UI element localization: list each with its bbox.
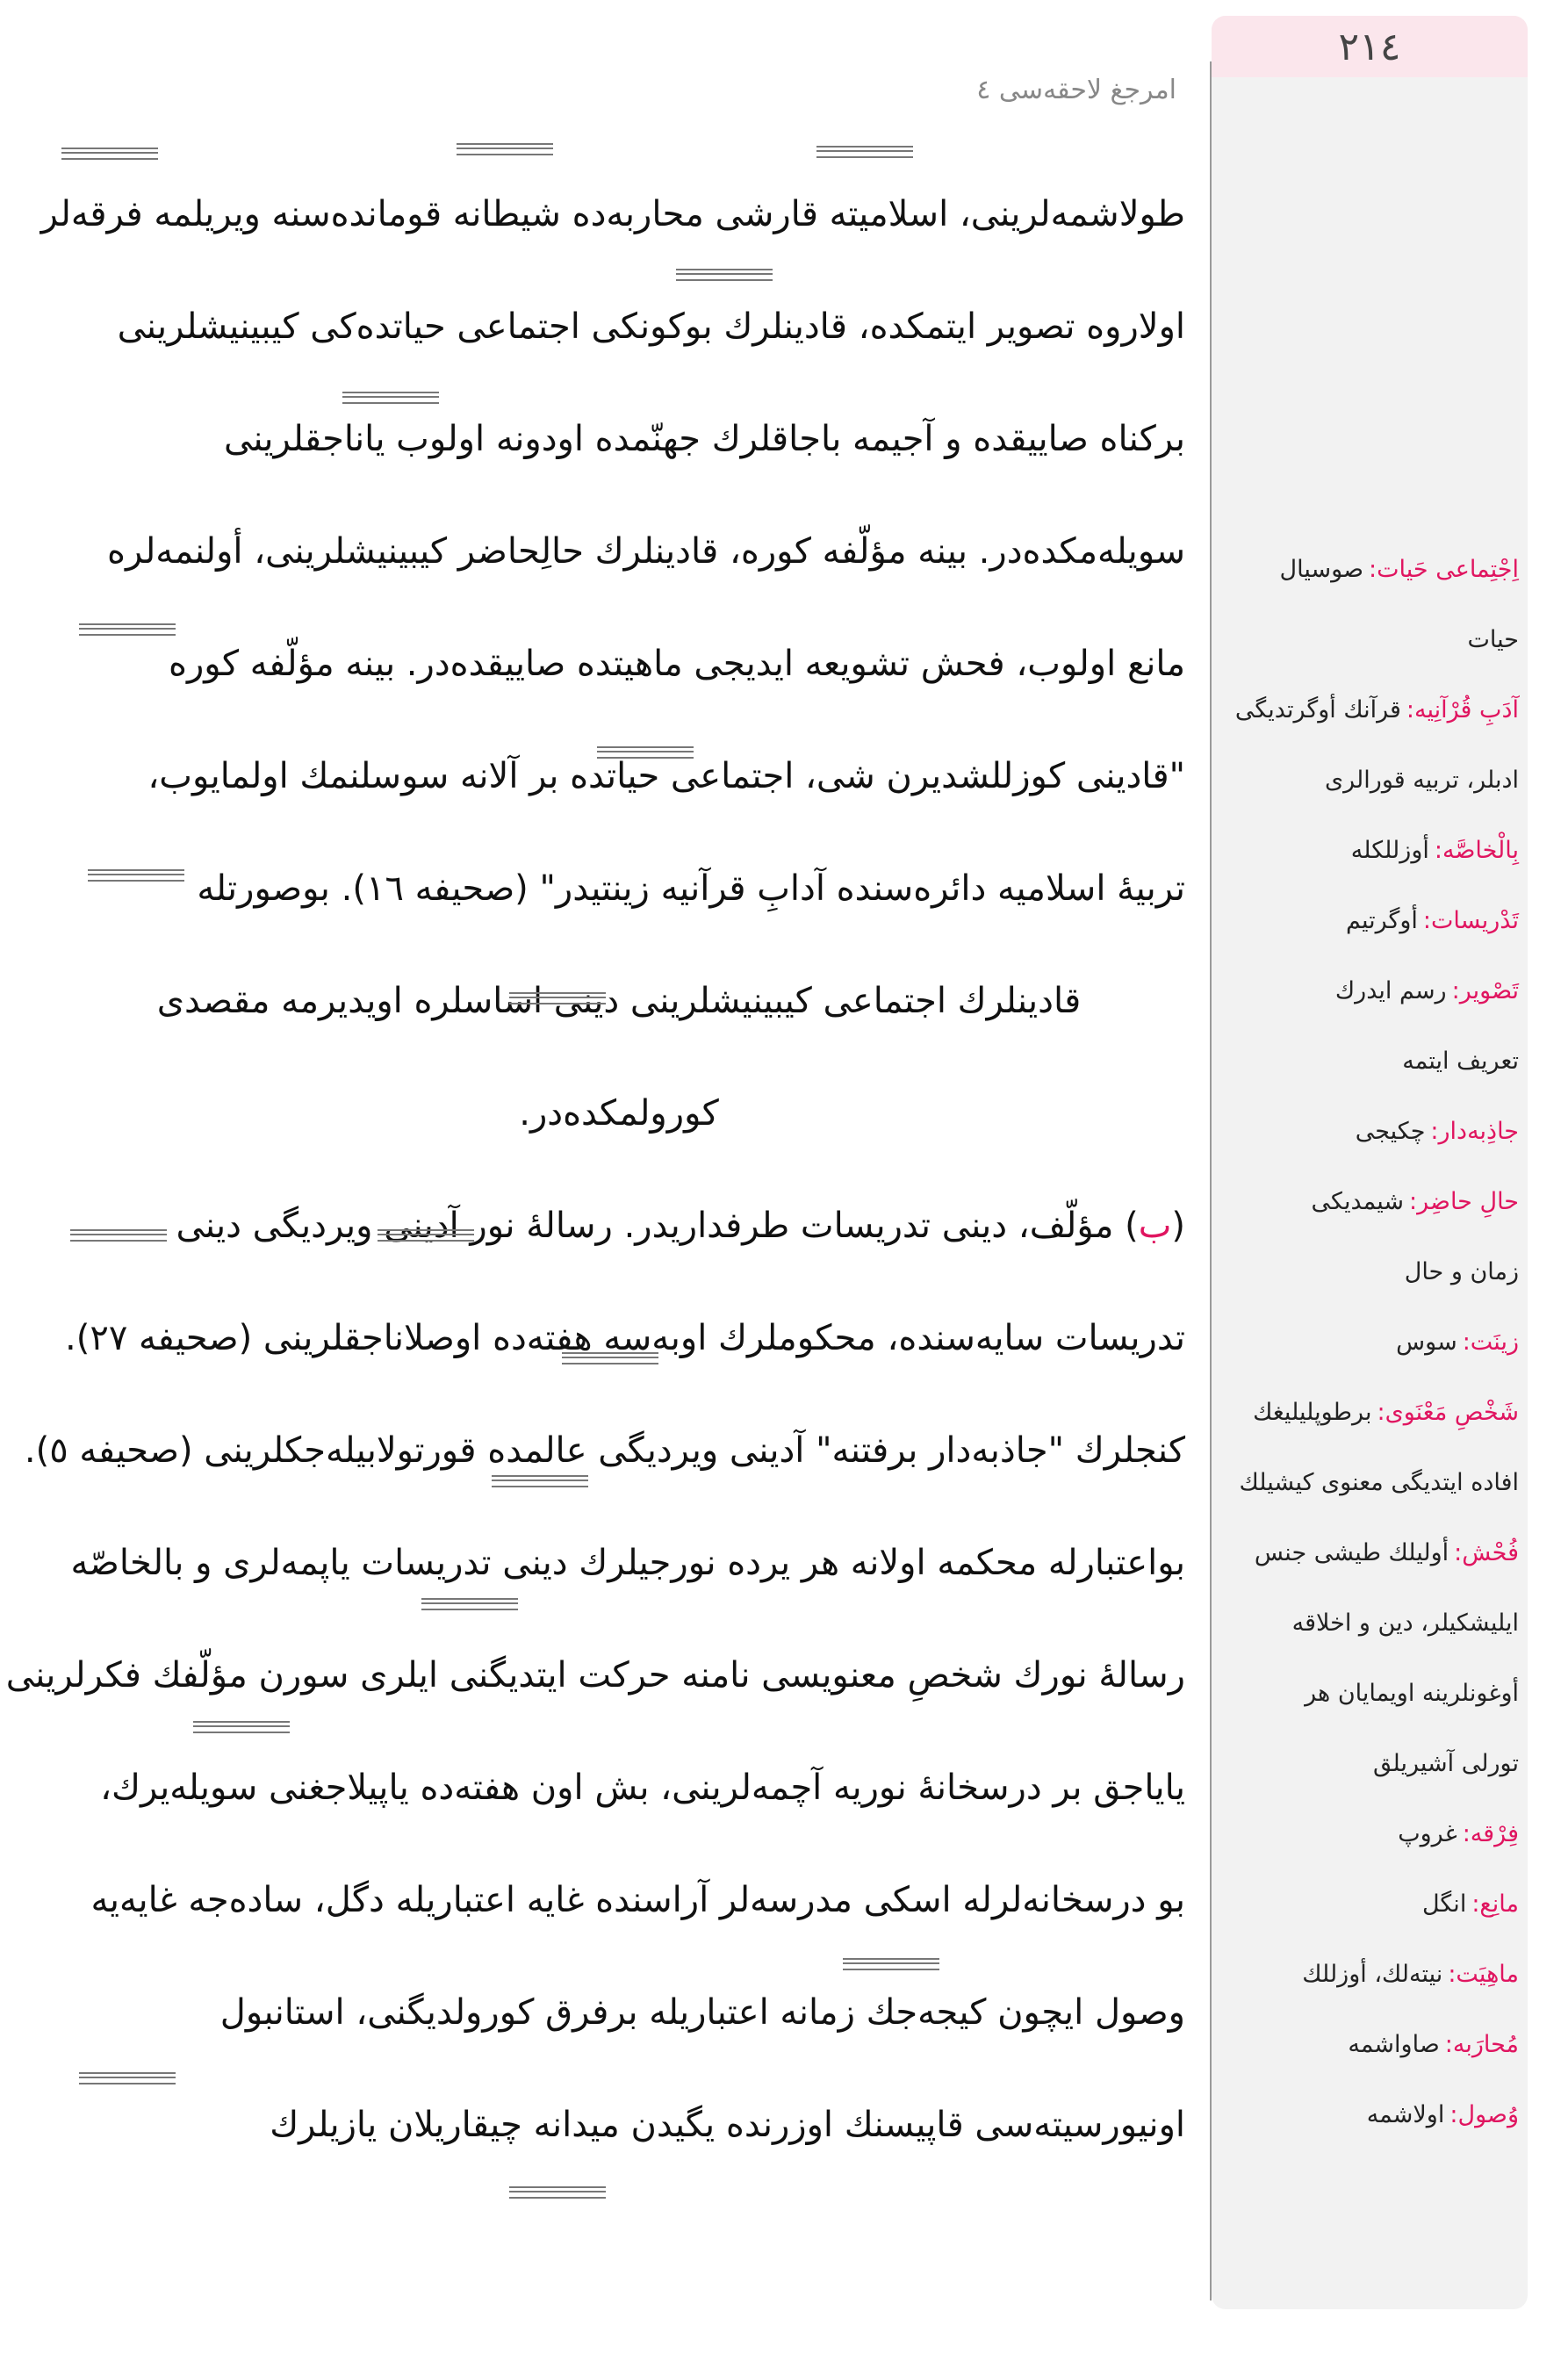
text-line: اولاروه تصویر ایتمکده، قادینلرك بوكونكی اجتماعی حیاتده‌كی كیبینیشلرینی — [117, 306, 1185, 347]
text-line: قادینلرك اجتماعی كیبینیشلرینی دینی اساسلره اویدیرمه مقصدی — [156, 981, 1082, 1021]
glossary-definition: صوسیال — [1279, 555, 1364, 583]
glossary-definition: ایلیشكیلر، دین و اخلاقه — [1291, 1609, 1519, 1637]
glossary-definition: أوزللكله — [1350, 836, 1429, 864]
text-line: بو درسخانەلرله اسكی مدرسەلر آراسنده غایه اعتباریله دگل، ساده‌جه غایه‌یه — [90, 1880, 1185, 1920]
glossary-entry — [1226, 815, 1519, 885]
glossary-definition: چكیجی — [1355, 1117, 1426, 1145]
gloss-overline-mark — [492, 1475, 588, 1487]
glossary-term: جاذِبه‌دار: — [1430, 1117, 1519, 1145]
glossary-definition: صاواشمه — [1348, 2030, 1440, 2058]
text-line: كورولمكده‌در. — [519, 1093, 719, 1134]
glossary-definition: سوس — [1396, 1328, 1457, 1356]
glossary-definition: افاده ایتدیگی معنوی كیشیلك — [1239, 1468, 1519, 1496]
text-line: سویلەمكده‌در. بینه مؤلّفه كوره، قادینلرك حالِحاضر كیبینیشلرینی، أولنمەلرە — [107, 531, 1185, 572]
glossary-entry — [1226, 955, 1519, 1026]
glossary-entry — [1226, 1166, 1519, 1236]
text-line: تدریسات سایه‌سنده، محكوملرك اوبه‌سه هفته‌ده اوصلاناجقلرینی (صحیفه ٢٧). — [65, 1318, 1185, 1358]
glossary-entry — [1226, 1307, 1519, 1377]
glossary-entry — [1226, 1447, 1519, 1517]
page-number: ٢١٤ — [1212, 16, 1528, 77]
gloss-overline-mark — [88, 869, 184, 882]
glossary-term: مُحارَبه: — [1444, 2030, 1519, 2058]
glossary-entry — [1226, 2009, 1519, 2079]
gloss-overline-mark — [676, 269, 773, 281]
glossary-entry — [1226, 674, 1519, 745]
glossary-definition: رسم ایدرك — [1334, 976, 1447, 1004]
gloss-overline-mark — [342, 392, 439, 404]
glossary-entry — [1226, 1728, 1519, 1798]
glossary-sidebar — [1212, 16, 1528, 2309]
gloss-overline-mark — [843, 1958, 939, 1970]
text-line: بواعتبارله محكمە اولانه هر یرده نورجیلرك دینی تدریسات یاپمەلری و بالخاصّه — [70, 1543, 1185, 1583]
glossary-entry — [1226, 1517, 1519, 1588]
gloss-overline-mark — [193, 1721, 290, 1733]
glossary-definition: أولیلك طیشی جنس — [1254, 1538, 1449, 1566]
glossary-entry — [1226, 745, 1519, 815]
glossary-term: تَصْویر: — [1451, 976, 1519, 1004]
gloss-overline-mark — [457, 143, 553, 155]
glossary-entry — [1226, 1096, 1519, 1166]
glossary-entry — [1226, 1588, 1519, 1658]
glossary-definition: حیات — [1467, 625, 1519, 653]
text-line: اونیورسیته‌سی قاپیسنك اوزرنده یگیدن میدانه چیقاریلان یازیلرك — [270, 2105, 1185, 2145]
glossary-term: شَخْصِ مَعْنَوی: — [1377, 1398, 1519, 1426]
glossary-entry — [1226, 1236, 1519, 1307]
glossary-entry — [1226, 1798, 1519, 1868]
glossary-term: فُحْش: — [1454, 1538, 1519, 1566]
text-line: تربیهٔ اسلامیه دائره‌سنده آدابِ قرآنیه زینتیدر" (صحیفه ١٦). بوصورتله — [197, 868, 1185, 909]
glossary-term: حالِ حاضِر: — [1409, 1187, 1519, 1215]
glossary-term: وُصول: — [1449, 2100, 1519, 2128]
glossary-definition: نیته‌لك، أوزللك — [1302, 1960, 1443, 1988]
glossary-term: مانِع: — [1471, 1890, 1519, 1918]
glossary-entry — [1226, 2079, 1519, 2149]
text-line: رسالهٔ نورك شخصِ معنویسی نامنه حركت ایتدیگنی ایلری سورن مؤلّفك فكرلرینی — [5, 1655, 1185, 1696]
glossary-entry — [1226, 1658, 1519, 1728]
main-text — [5, 158, 1185, 2181]
text-line: وصول ایچون كیجه‌جك زمانه اعتباریله برفرق كورولدیگنی، استانبول — [219, 1992, 1185, 2033]
glossary-list — [1226, 534, 1519, 2149]
glossary-term: زینَت: — [1462, 1328, 1519, 1356]
glossary-definition: اولاشمه — [1366, 2100, 1445, 2128]
glossary-definition: زمان و حال — [1404, 1257, 1519, 1285]
glossary-definition: أوگرتیم — [1345, 906, 1418, 934]
text-line: (ب) مؤلّف، دینی تدریسات طرفداریدر. رسالهٔ نور آدینی ویردیگی دینی — [176, 1206, 1185, 1246]
running-header: امرجغ لاحقه‌سی ٤ — [976, 75, 1176, 105]
gloss-overline-mark — [509, 2186, 606, 2199]
glossary-definition: تورلی آشیریلق — [1373, 1749, 1519, 1777]
text-line: بركناه صاییقده و آجیمە باجاقلرك جهنّمده اودونە اولوب یاناجقلرینی — [224, 419, 1185, 459]
glossary-definition: تعریف ایتمه — [1402, 1047, 1519, 1075]
text-line: مانع اولوب، فحش تشویعه ایدیجی ماهیتده صاییقده‌در. بینه مؤلّفه كوره — [169, 644, 1185, 684]
gloss-overline-mark — [816, 146, 913, 158]
glossary-entry — [1226, 534, 1519, 604]
glossary-definition: انگل — [1421, 1890, 1467, 1918]
gloss-overline-mark — [79, 2072, 176, 2084]
glossary-definition: أوغونلرینه اویمایان هر — [1305, 1679, 1519, 1707]
glossary-entry — [1226, 1868, 1519, 1939]
glossary-term: فِرْقه: — [1462, 1819, 1519, 1847]
gloss-overline-mark — [509, 992, 606, 1004]
glossary-term: اِجْتِماعی حَیات: — [1369, 555, 1519, 583]
glossary-term: آدَبِ قُرْآنِیه: — [1406, 695, 1519, 724]
gloss-overline-mark — [378, 1229, 474, 1242]
glossary-term: تَدْریسات: — [1422, 906, 1519, 934]
gloss-overline-mark — [79, 623, 176, 636]
glossary-definition: شیمدیكی — [1311, 1187, 1405, 1215]
glossary-definition: برطوپلیلیغك — [1253, 1398, 1372, 1426]
gloss-overline-mark — [562, 1352, 658, 1364]
gloss-overline-mark — [70, 1229, 167, 1242]
text-line: "قادینی كوزللشدیرن شی، اجتماعی حیاتده بر آلانه سوسلنمك اولمایوب، — [147, 756, 1185, 796]
text-line: كنجلرك "جاذبه‌دار برفتنه" آدینی ویردیگی عالمده قورتولابیله‌جكلرینی (صحیفه ٥). — [24, 1430, 1185, 1471]
gloss-overline-mark — [61, 148, 158, 160]
text-line: طولاشمەلرینی، اسلامیتە قارشی محاربەدە شیطانە قوماندەسنە ویریلمە فرقەلر — [40, 194, 1185, 234]
glossary-entry — [1226, 1939, 1519, 2009]
gloss-overline-mark — [597, 746, 694, 759]
glossary-entry — [1226, 604, 1519, 674]
glossary-entry — [1226, 1026, 1519, 1096]
glossary-term: بِالْخاصَّه: — [1434, 836, 1519, 864]
glossary-entry — [1226, 1377, 1519, 1447]
glossary-definition: ادبلر، تربیه قورالری — [1325, 766, 1519, 794]
glossary-definition: غروپ — [1398, 1819, 1457, 1847]
gloss-overline-mark — [421, 1598, 518, 1610]
glossary-entry — [1226, 885, 1519, 955]
glossary-term: ماهِیَت: — [1448, 1960, 1519, 1988]
glossary-definition: قرآنك أوگرتدیگی — [1234, 695, 1401, 724]
text-line: یایاجق بر درسخانهٔ نوریه آچمەلرینی، بش اون هفته‌ده یاپیلاجغنی سویلەیرك، — [100, 1768, 1185, 1808]
